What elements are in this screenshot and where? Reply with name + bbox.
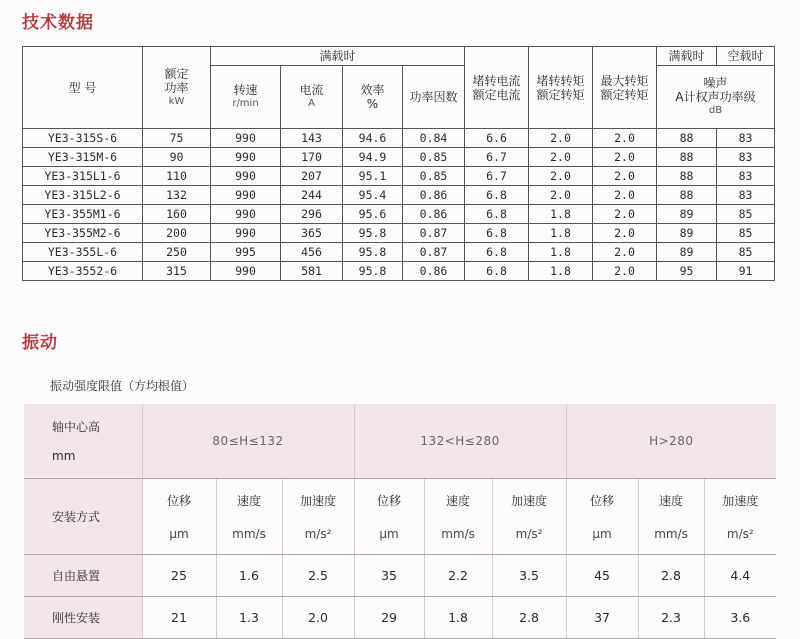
value-cell: 2.0 [529, 129, 593, 148]
value-cell: 1.6 [216, 554, 282, 596]
value-cell: 244 [281, 186, 343, 205]
model-cell: YE3-315S-6 [23, 129, 143, 148]
value-cell: 990 [211, 148, 281, 167]
value-cell: 160 [143, 205, 211, 224]
value-cell: 2.0 [529, 148, 593, 167]
value-cell: 2.0 [593, 243, 657, 262]
model-cell: YE3-355M1-6 [23, 205, 143, 224]
table-row [23, 186, 775, 205]
header-speed: 转速 r/min [211, 66, 281, 129]
axis-height-label: 轴中心高 mm [24, 404, 142, 478]
table-row [24, 596, 776, 638]
value-cell: 25 [142, 554, 216, 596]
value-cell: 1.8 [529, 262, 593, 281]
value-cell: 990 [211, 186, 281, 205]
header-max-torque: 最大转矩 额定转矩 [593, 47, 657, 129]
value-cell: 6.8 [465, 243, 529, 262]
value-cell: 456 [281, 243, 343, 262]
value-cell: 6.8 [465, 224, 529, 243]
header-rated-power: 额定 功率 kW [143, 47, 211, 129]
value-cell: 6.8 [465, 205, 529, 224]
value-cell: 95.6 [343, 205, 403, 224]
value-cell: 91 [717, 262, 775, 281]
value-cell: 990 [211, 129, 281, 148]
value-cell: 45 [566, 554, 638, 596]
value-cell: 6.8 [465, 262, 529, 281]
value-cell: 88 [657, 167, 717, 186]
header-model: 型 号 [23, 47, 143, 129]
quantity-header: 位移 μm [142, 478, 216, 554]
value-cell: 990 [211, 224, 281, 243]
value-cell: 2.5 [282, 554, 354, 596]
mount-type-label: 自由悬置 [24, 554, 142, 596]
value-cell: 85 [717, 243, 775, 262]
range-1: 80≤H≤132 [142, 404, 354, 478]
value-cell: 1.3 [216, 596, 282, 638]
value-cell: 2.0 [593, 167, 657, 186]
value-cell: 95.1 [343, 167, 403, 186]
mount-type-label: 刚性安装 [24, 596, 142, 638]
range-3: H>280 [566, 404, 776, 478]
value-cell: 2.0 [593, 205, 657, 224]
value-cell: 2.2 [424, 554, 492, 596]
value-cell: 95.8 [343, 243, 403, 262]
value-cell: 1.8 [529, 243, 593, 262]
value-cell: 6.8 [465, 186, 529, 205]
value-cell: 95.4 [343, 186, 403, 205]
tech-data-table [22, 46, 775, 281]
header-efficiency: 效率 % [343, 66, 403, 129]
value-cell: 4.4 [704, 554, 776, 596]
quantity-header: 速度 mm/s [424, 478, 492, 554]
value-cell: 89 [657, 243, 717, 262]
value-cell: 6.7 [465, 148, 529, 167]
table-row [23, 167, 775, 186]
table-row [23, 224, 775, 243]
header-locked-torque: 堵转转矩 额定转矩 [529, 47, 593, 129]
value-cell: 2.3 [638, 596, 704, 638]
model-cell: YE3-315L1-6 [23, 167, 143, 186]
value-cell: 83 [717, 129, 775, 148]
value-cell: 89 [657, 224, 717, 243]
value-cell: 365 [281, 224, 343, 243]
range-2: 132<H≤280 [354, 404, 566, 478]
value-cell: 0.87 [403, 224, 465, 243]
value-cell: 95.8 [343, 262, 403, 281]
header-current: 电流 A [281, 66, 343, 129]
quantity-header: 加速度 m/s² [282, 478, 354, 554]
value-cell: 95 [657, 262, 717, 281]
value-cell: 1.8 [424, 596, 492, 638]
value-cell: 88 [657, 129, 717, 148]
table-row [23, 243, 775, 262]
value-cell: 37 [566, 596, 638, 638]
value-cell: 0.85 [403, 167, 465, 186]
value-cell: 110 [143, 167, 211, 186]
table-row [23, 148, 775, 167]
table-row [23, 205, 775, 224]
vibration-table [24, 404, 776, 639]
value-cell: 581 [281, 262, 343, 281]
value-cell: 0.84 [403, 129, 465, 148]
quantity-header: 位移 μm [566, 478, 638, 554]
value-cell: 990 [211, 262, 281, 281]
value-cell: 315 [143, 262, 211, 281]
tech-data-title: 技术数据 [22, 13, 94, 33]
value-cell: 2.0 [593, 186, 657, 205]
header-noise: 噪声 A计权声功率级 dB [657, 66, 775, 129]
value-cell: 88 [657, 148, 717, 167]
vibration-title: 振动 [22, 333, 58, 353]
value-cell: 995 [211, 243, 281, 262]
header-noise-full-load: 满载时 [657, 47, 717, 66]
model-cell: YE3-315L2-6 [23, 186, 143, 205]
value-cell: 83 [717, 167, 775, 186]
value-cell: 6.7 [465, 167, 529, 186]
value-cell: 6.6 [465, 129, 529, 148]
quantity-header: 速度 mm/s [638, 478, 704, 554]
value-cell: 94.6 [343, 129, 403, 148]
table-row [24, 554, 776, 596]
value-cell: 83 [717, 148, 775, 167]
value-cell: 200 [143, 224, 211, 243]
value-cell: 95.8 [343, 224, 403, 243]
value-cell: 2.0 [593, 224, 657, 243]
value-cell: 85 [717, 224, 775, 243]
value-cell: 2.8 [492, 596, 566, 638]
quantity-header: 速度 mm/s [216, 478, 282, 554]
value-cell: 1.8 [529, 205, 593, 224]
value-cell: 1.8 [529, 224, 593, 243]
header-power-factor: 功率因数 [403, 66, 465, 129]
value-cell: 83 [717, 186, 775, 205]
value-cell: 2.0 [593, 129, 657, 148]
value-cell: 75 [143, 129, 211, 148]
value-cell: 207 [281, 167, 343, 186]
value-cell: 88 [657, 186, 717, 205]
value-cell: 2.8 [638, 554, 704, 596]
value-cell: 143 [281, 129, 343, 148]
value-cell: 250 [143, 243, 211, 262]
value-cell: 2.0 [529, 186, 593, 205]
value-cell: 990 [211, 167, 281, 186]
value-cell: 2.0 [282, 596, 354, 638]
quantity-header: 加速度 m/s² [492, 478, 566, 554]
value-cell: 0.86 [403, 186, 465, 205]
value-cell: 0.87 [403, 243, 465, 262]
value-cell: 296 [281, 205, 343, 224]
table-row [23, 129, 775, 148]
value-cell: 35 [354, 554, 424, 596]
value-cell: 2.0 [593, 148, 657, 167]
mount-method-label: 安装方式 [24, 478, 142, 554]
value-cell: 0.85 [403, 148, 465, 167]
model-cell: YE3-355L-6 [23, 243, 143, 262]
model-cell: YE3-3552-6 [23, 262, 143, 281]
value-cell: 132 [143, 186, 211, 205]
value-cell: 2.0 [593, 262, 657, 281]
value-cell: 94.9 [343, 148, 403, 167]
value-cell: 2.0 [529, 167, 593, 186]
value-cell: 29 [354, 596, 424, 638]
value-cell: 0.86 [403, 205, 465, 224]
value-cell: 3.6 [704, 596, 776, 638]
value-cell: 85 [717, 205, 775, 224]
header-full-load: 满载时 [211, 47, 465, 66]
value-cell: 990 [211, 205, 281, 224]
model-cell: YE3-355M2-6 [23, 224, 143, 243]
value-cell: 0.86 [403, 262, 465, 281]
quantity-header: 位移 μm [354, 478, 424, 554]
quantity-header: 加速度 m/s² [704, 478, 776, 554]
value-cell: 90 [143, 148, 211, 167]
vibration-subtitle: 振动强度限值（方均根值） [50, 379, 195, 393]
value-cell: 21 [142, 596, 216, 638]
table-row [23, 262, 775, 281]
header-locked-current: 堵转电流 额定电流 [465, 47, 529, 129]
value-cell: 170 [281, 148, 343, 167]
value-cell: 89 [657, 205, 717, 224]
header-noise-no-load: 空载时 [717, 47, 775, 66]
model-cell: YE3-315M-6 [23, 148, 143, 167]
value-cell: 3.5 [492, 554, 566, 596]
